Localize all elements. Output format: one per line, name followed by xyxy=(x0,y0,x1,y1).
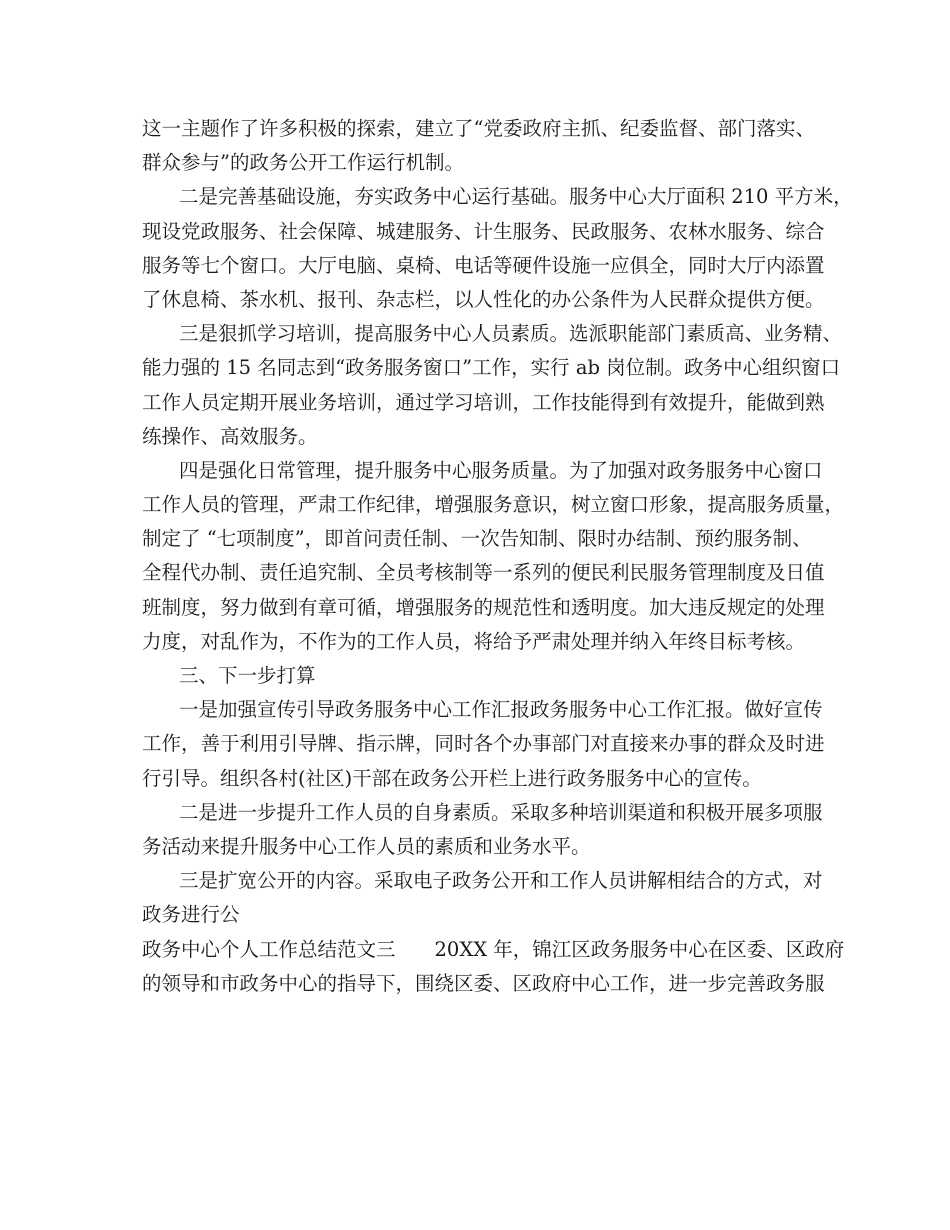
paragraph-start: 三是狠抓学习培训，提高服务中心人员素质。选派职能部门素质高、业务精、 xyxy=(179,322,843,346)
text-line: 工作人员的管理，严肃工作纪律，增强服务意识，树立窗口形象，提高服务质量， xyxy=(142,493,845,517)
text-line: 政务中心个人工作总结范文三 20XX 年，锦江区政务服务中心在区委、区政府 xyxy=(142,937,845,961)
text-line: 这一主题作了许多积极的探索，建立了“党委政府主抓、纪委监督、部门落实、 xyxy=(142,117,815,140)
text-line: 练操作、高效服务。 xyxy=(142,424,318,448)
text-line: 行引导。组织各村(社区)干部在政务公开栏上进行政务服务中心的宣传。 xyxy=(142,766,762,790)
text-line: 务活动来提升服务中心工作人员的素质和业务水平。 xyxy=(142,834,591,858)
text-line: 了休息椅、茶水机、报刊、杂志栏，以人性化的办公条件为人民群众提供方便。 xyxy=(142,287,825,311)
text-line: 全程代办制、责任追究制、全员考核制等一系列的便民利民服务管理制度及日值 xyxy=(142,561,825,585)
document-body xyxy=(142,112,853,1001)
text-line: 群众参与”的政务公开工作运行机制。 xyxy=(142,151,464,175)
section-heading: 三、下一步打算 xyxy=(179,664,316,687)
text-line: 现设党政服务、社会保障、城建服务、计生服务、民政服务、农林水服务、综合 xyxy=(142,219,825,243)
paragraph-start: 一是加强宣传引导政务服务中心工作汇报政务服务中心工作汇报。做好宣传 xyxy=(179,698,823,722)
paragraph-start: 三是扩宽公开的内容。采取电子政务公开和工作人员讲解相结合的方式，对 xyxy=(179,869,823,893)
text-line: 力度，对乱作为，不作为的工作人员，将给予严肃处理并纳入年终目标考核。 xyxy=(142,629,806,653)
text-line: 工作，善于利用引导牌、指示牌，同时各个办事部门对直接来办事的群众及时进 xyxy=(142,732,825,756)
paragraph-start: 二是完善基础设施，夯实政务中心运行基础。服务中心大厅面积 210 平方米， xyxy=(179,185,853,209)
text-line: 制定了 “七项制度”，即首问责任制、一次告知制、限时办结制、预约服务制、 xyxy=(142,527,812,551)
text-line: 能力强的 15 名同志到“政务服务窗口”工作，实行 ab 岗位制。政务中心组织窗口 xyxy=(142,356,841,380)
text-line: 政务进行公 xyxy=(142,903,240,927)
paragraph-start: 四是强化日常管理，提升服务中心服务质量。为了加强对政务服务中心窗口 xyxy=(179,458,823,482)
paragraph-start: 二是进一步提升工作人员的自身素质。采取多种培训渠道和积极开展多项服 xyxy=(179,800,823,824)
text-line: 服务等七个窗口。大厅电脑、桌椅、电话等硬件设施一应俱全，同时大厅内添置 xyxy=(142,253,825,277)
text-line: 的领导和市政务中心的指导下，围绕区委、区政府中心工作，进一步完善政务服 xyxy=(142,971,825,995)
text-line: 班制度，努力做到有章可循，增强服务的规范性和透明度。加大违反规定的处理 xyxy=(142,595,825,619)
text-line: 工作人员定期开展业务培训，通过学习培训，工作技能得到有效提升，能做到熟 xyxy=(142,390,825,414)
